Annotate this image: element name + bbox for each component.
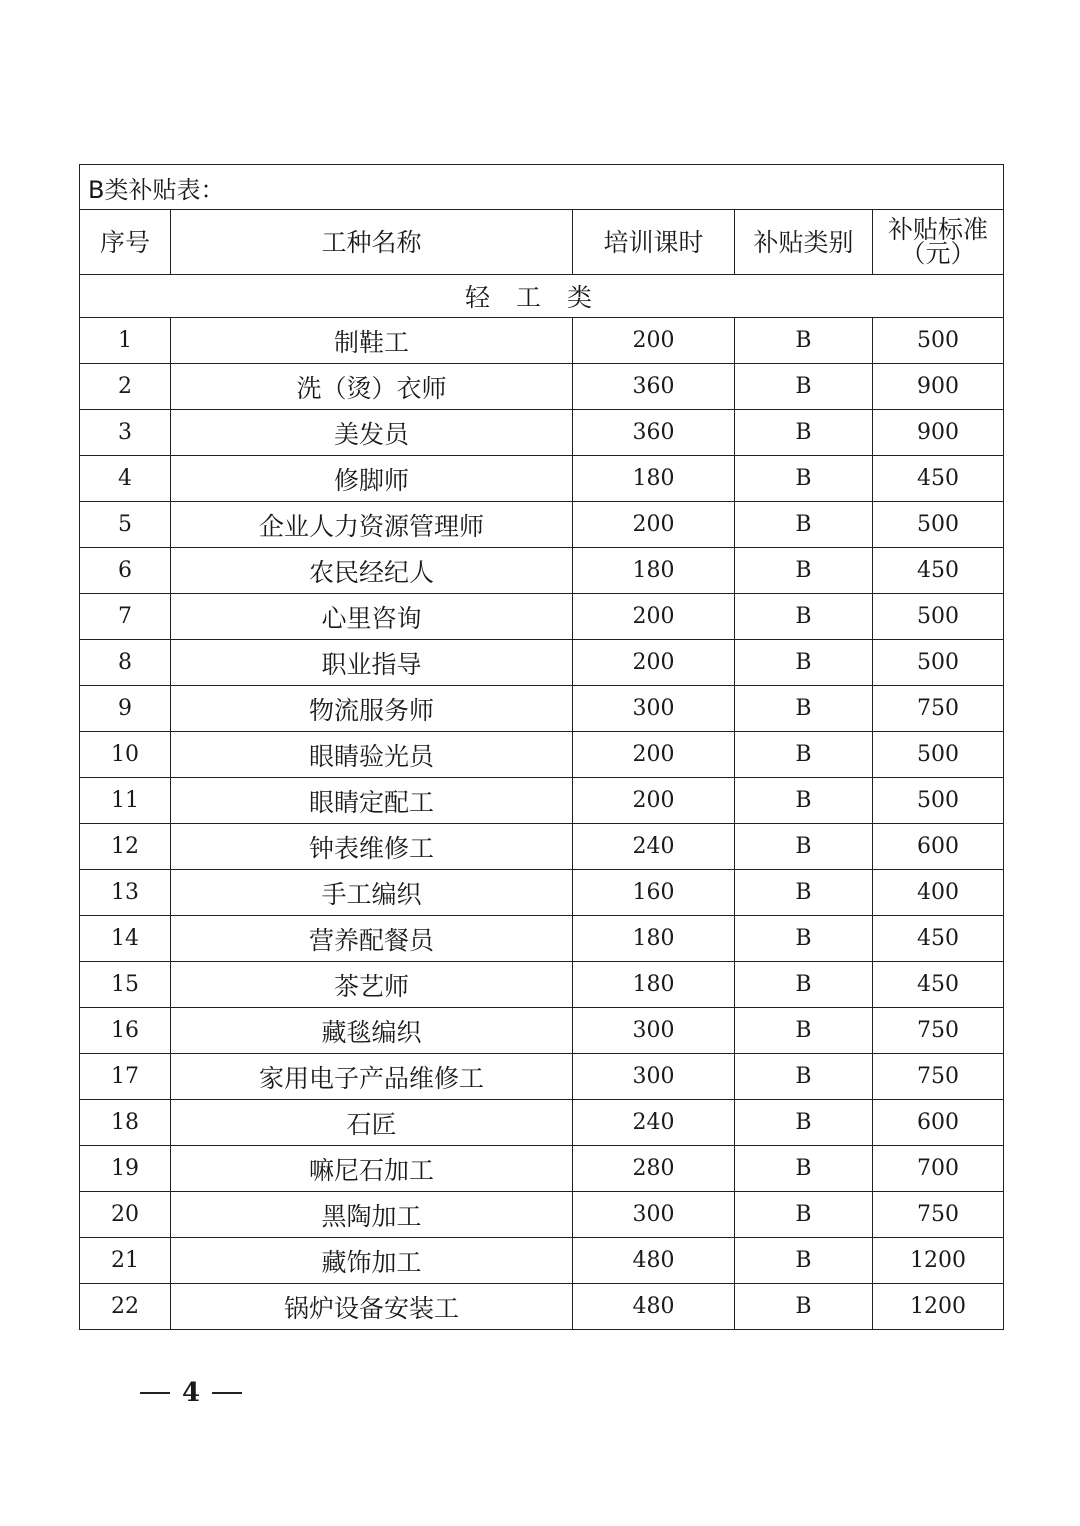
cell-standard: 900: [873, 364, 1004, 410]
cell-name: 茶艺师: [171, 962, 573, 1008]
cell-seq: 16: [80, 1008, 171, 1054]
cell-category: B: [735, 640, 873, 686]
cell-seq: 11: [80, 778, 171, 824]
cell-seq: 17: [80, 1054, 171, 1100]
cell-hours: 360: [573, 364, 735, 410]
cell-hours: 480: [573, 1238, 735, 1284]
cell-hours: 280: [573, 1146, 735, 1192]
cell-seq: 15: [80, 962, 171, 1008]
cell-name: 藏毯编织: [171, 1008, 573, 1054]
cell-hours: 240: [573, 1100, 735, 1146]
cell-category: B: [735, 870, 873, 916]
table-row: [80, 916, 1004, 962]
cell-name: 美发员: [171, 410, 573, 456]
cell-name: 营养配餐员: [171, 916, 573, 962]
cell-name: 嘛尼石加工: [171, 1146, 573, 1192]
cell-seq: 2: [80, 364, 171, 410]
table-row: [80, 824, 1004, 870]
cell-hours: 180: [573, 456, 735, 502]
cell-category: B: [735, 410, 873, 456]
cell-name: 手工编织: [171, 870, 573, 916]
cell-hours: 200: [573, 640, 735, 686]
cell-name: 石匠: [171, 1100, 573, 1146]
cell-name: 心里咨询: [171, 594, 573, 640]
cell-hours: 300: [573, 1054, 735, 1100]
cell-name: 物流服务师: [171, 686, 573, 732]
cell-category: B: [735, 1284, 873, 1330]
cell-name: 眼睛定配工: [171, 778, 573, 824]
cell-name: 钟表维修工: [171, 824, 573, 870]
cell-name: 锅炉设备安装工: [171, 1284, 573, 1330]
table-row: [80, 640, 1004, 686]
cell-standard: 750: [873, 1008, 1004, 1054]
cell-name: 制鞋工: [171, 318, 573, 364]
cell-seq: 20: [80, 1192, 171, 1238]
cell-standard: 750: [873, 686, 1004, 732]
cell-standard: 600: [873, 1100, 1004, 1146]
table-caption: B类补贴表：: [80, 165, 1004, 210]
page-footer: [140, 1378, 242, 1408]
cell-category: B: [735, 318, 873, 364]
cell-seq: 22: [80, 1284, 171, 1330]
cell-hours: 200: [573, 778, 735, 824]
cell-seq: 8: [80, 640, 171, 686]
cell-category: B: [735, 1054, 873, 1100]
cell-standard: 750: [873, 1054, 1004, 1100]
header-hours: 培训课时: [573, 210, 735, 275]
cell-category: B: [735, 1192, 873, 1238]
cell-hours: 300: [573, 1008, 735, 1054]
cell-standard: 400: [873, 870, 1004, 916]
cell-seq: 6: [80, 548, 171, 594]
cell-standard: 450: [873, 916, 1004, 962]
cell-category: B: [735, 778, 873, 824]
cell-seq: 7: [80, 594, 171, 640]
cell-category: B: [735, 1238, 873, 1284]
section-title: 轻工类: [80, 275, 1004, 318]
table-row: [80, 962, 1004, 1008]
cell-category: B: [735, 1146, 873, 1192]
cell-standard: 500: [873, 778, 1004, 824]
cell-seq: 13: [80, 870, 171, 916]
cell-hours: 360: [573, 410, 735, 456]
cell-category: B: [735, 456, 873, 502]
cell-name: 企业人力资源管理师: [171, 502, 573, 548]
cell-seq: 18: [80, 1100, 171, 1146]
table-row: [80, 1054, 1004, 1100]
cell-standard: 450: [873, 962, 1004, 1008]
cell-standard: 1200: [873, 1284, 1004, 1330]
cell-hours: 200: [573, 732, 735, 778]
header-category: 补贴类别: [735, 210, 873, 275]
table-row: [80, 502, 1004, 548]
cell-category: B: [735, 962, 873, 1008]
cell-seq: 12: [80, 824, 171, 870]
cell-name: 农民经纪人: [171, 548, 573, 594]
cell-seq: 10: [80, 732, 171, 778]
cell-hours: 480: [573, 1284, 735, 1330]
cell-category: B: [735, 1100, 873, 1146]
cell-seq: 3: [80, 410, 171, 456]
cell-standard: 500: [873, 594, 1004, 640]
table-row: [80, 870, 1004, 916]
cell-name: 家用电子产品维修工: [171, 1054, 573, 1100]
cell-category: B: [735, 502, 873, 548]
header-standard: 补贴标准（元）: [873, 210, 1004, 275]
table-row: [80, 686, 1004, 732]
cell-name: 黑陶加工: [171, 1192, 573, 1238]
cell-seq: 1: [80, 318, 171, 364]
cell-hours: 180: [573, 916, 735, 962]
table-row: [80, 548, 1004, 594]
table-row: [80, 1192, 1004, 1238]
cell-category: B: [735, 594, 873, 640]
table-row: [80, 1100, 1004, 1146]
page-number: 4: [182, 1378, 201, 1408]
cell-category: B: [735, 686, 873, 732]
section-row: [80, 275, 1004, 318]
table-row: [80, 1238, 1004, 1284]
cell-category: B: [735, 732, 873, 778]
cell-name: 藏饰加工: [171, 1238, 573, 1284]
cell-hours: 240: [573, 824, 735, 870]
cell-seq: 9: [80, 686, 171, 732]
cell-hours: 200: [573, 594, 735, 640]
table-row: [80, 410, 1004, 456]
cell-standard: 500: [873, 318, 1004, 364]
cell-category: B: [735, 1008, 873, 1054]
cell-hours: 300: [573, 686, 735, 732]
table-row: [80, 732, 1004, 778]
cell-name: 眼睛验光员: [171, 732, 573, 778]
cell-standard: 500: [873, 732, 1004, 778]
cell-seq: 4: [80, 456, 171, 502]
cell-standard: 1200: [873, 1238, 1004, 1284]
table-body: [80, 275, 1004, 1330]
cell-name: 修脚师: [171, 456, 573, 502]
table-row: [80, 1008, 1004, 1054]
table-row: [80, 778, 1004, 824]
table-row: [80, 456, 1004, 502]
subsidy-table: [79, 164, 1004, 1330]
cell-standard: 700: [873, 1146, 1004, 1192]
cell-hours: 180: [573, 962, 735, 1008]
table-row: [80, 1284, 1004, 1330]
cell-category: B: [735, 916, 873, 962]
cell-hours: 200: [573, 502, 735, 548]
cell-seq: 5: [80, 502, 171, 548]
cell-standard: 450: [873, 548, 1004, 594]
cell-standard: 450: [873, 456, 1004, 502]
cell-seq: 19: [80, 1146, 171, 1192]
cell-category: B: [735, 824, 873, 870]
cell-standard: 900: [873, 410, 1004, 456]
cell-hours: 200: [573, 318, 735, 364]
cell-standard: 500: [873, 502, 1004, 548]
cell-standard: 750: [873, 1192, 1004, 1238]
cell-name: 洗（烫）衣师: [171, 364, 573, 410]
cell-standard: 600: [873, 824, 1004, 870]
dash-right: [212, 1392, 242, 1394]
cell-hours: 300: [573, 1192, 735, 1238]
header-seq: 序号: [80, 210, 171, 275]
table-row: [80, 364, 1004, 410]
table-header-row: [80, 210, 1004, 275]
table-row: [80, 318, 1004, 364]
cell-category: B: [735, 548, 873, 594]
cell-hours: 180: [573, 548, 735, 594]
cell-name: 职业指导: [171, 640, 573, 686]
table-caption-row: [80, 165, 1004, 210]
table-row: [80, 594, 1004, 640]
cell-standard: 500: [873, 640, 1004, 686]
cell-seq: 21: [80, 1238, 171, 1284]
cell-seq: 14: [80, 916, 171, 962]
cell-category: B: [735, 364, 873, 410]
cell-hours: 160: [573, 870, 735, 916]
table-row: [80, 1146, 1004, 1192]
dash-left: [140, 1392, 170, 1394]
header-name: 工种名称: [171, 210, 573, 275]
